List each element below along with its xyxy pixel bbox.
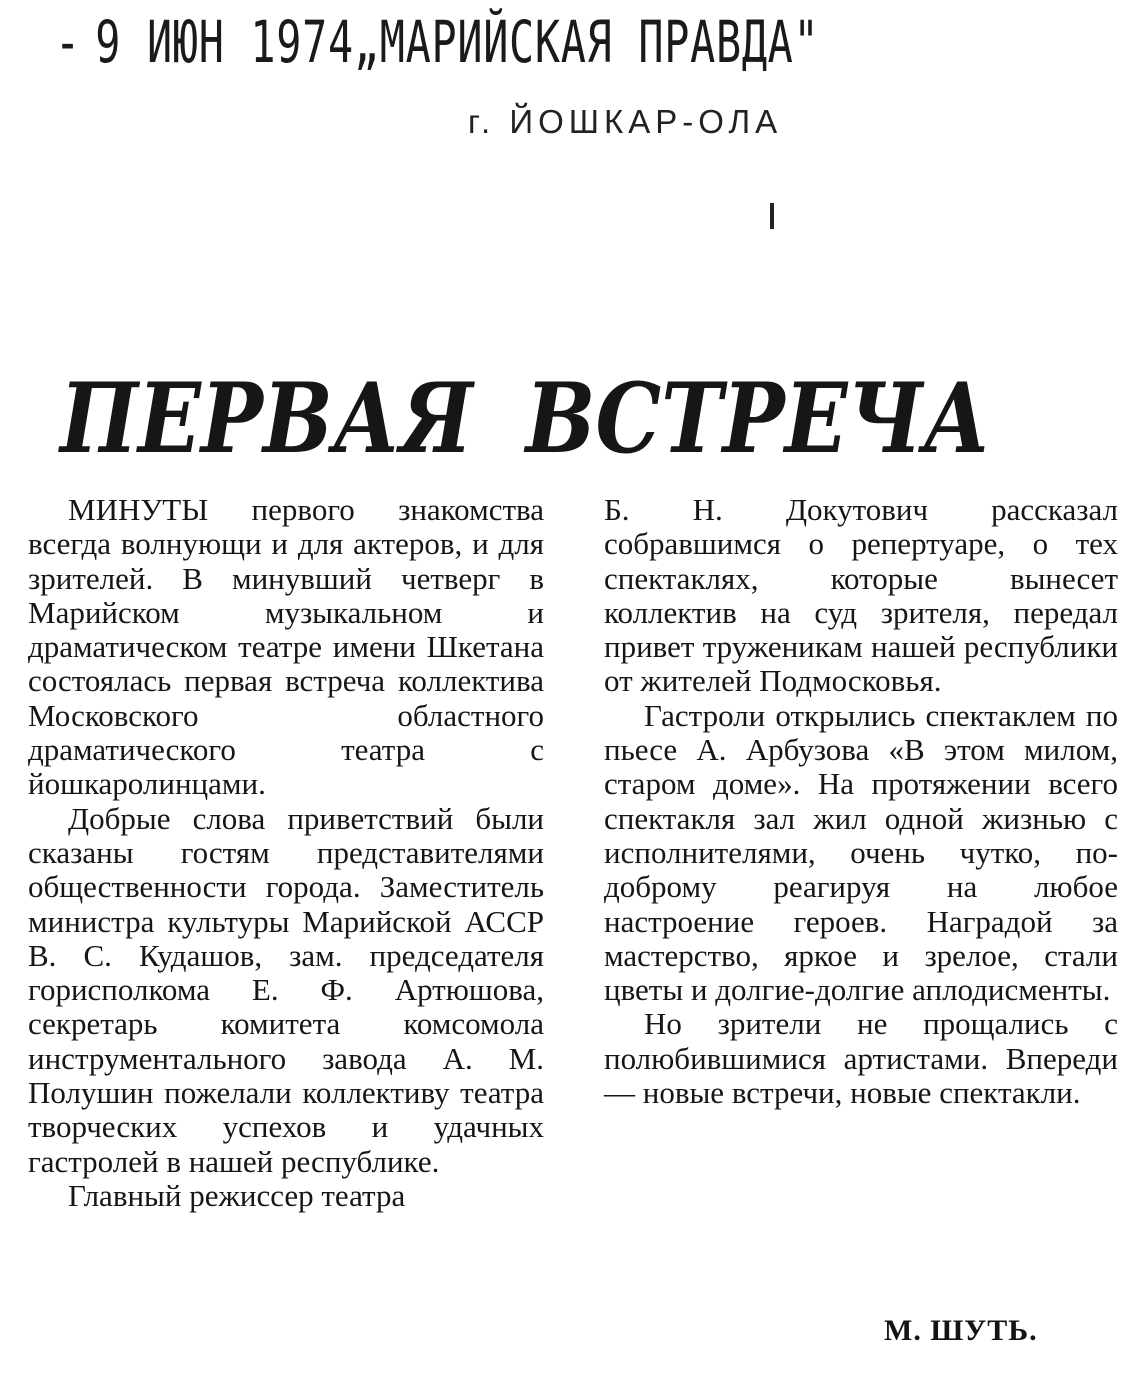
right-paragraph-3: Но зрители не прощались с полюбившимися артистами. Впереди — новые встречи, новые спектакли. xyxy=(604,1006,1118,1111)
left-paragraph-2: Добрые слова приветствий были сказаны гостям представителями общественности города. Заместитель министра культуры Марийской АССР В. С. Кудашов, зам. председателя горисполкома Е. Ф. Артюшова, секретарь комитета комсомола инструментального завода А. М. Полушин пожелали коллективу театра творческих успехов и удачных гастролей в нашей республике. xyxy=(28,800,544,1179)
author-signature: М. ШУТЬ. xyxy=(884,1314,1038,1347)
article-title: ПЕРВАЯ ВСТРЕЧА xyxy=(60,362,991,475)
right-paragraph-2: Гастроли открылись спектаклем по пьесе А. Арбузова «В этом милом, старом доме». На протяжении всего спектакля зал жил одной жизнью с исполнителями, очень чутко, по-доброму реагируя на любое настроение героев. Наградой за мастерство, яркое и зрелое, стали цветы и долгие-долгие аплодисменты. xyxy=(604,697,1118,1008)
article-column-right xyxy=(604,493,1118,1110)
date-newspaper-stamp xyxy=(55,4,819,80)
newspaper-name: „МАРИЙСКАЯ ПРАВДА" xyxy=(353,8,820,76)
publication-date: 9 ИЮН 1974 xyxy=(95,8,354,76)
article-column-left xyxy=(28,493,544,1213)
print-speck xyxy=(770,203,774,229)
left-paragraph-3: Главный режиссер театра xyxy=(68,1177,406,1213)
newspaper-city: г. ЙОШКАР-ОЛА xyxy=(468,103,783,140)
right-paragraph-1: Б. Н. Докутович рассказал собравшимся о репертуаре, о тех спектаклях, которые вынесет коллектив на суд зрителя, передал привет труженикам нашей республики от жителей Подмосковья. xyxy=(604,492,1118,699)
left-paragraph-1: МИНУТЫ первого знакомства всегда волнующи и для актеров, и для зрителей. В минувший четверг в Марийском музыкальном и драматическом театре имени Шкетана состоялась первая встреча коллектива Московского областного драматического театра с йошкаролинцами. xyxy=(28,492,544,802)
stamp-mark: - xyxy=(55,8,81,76)
